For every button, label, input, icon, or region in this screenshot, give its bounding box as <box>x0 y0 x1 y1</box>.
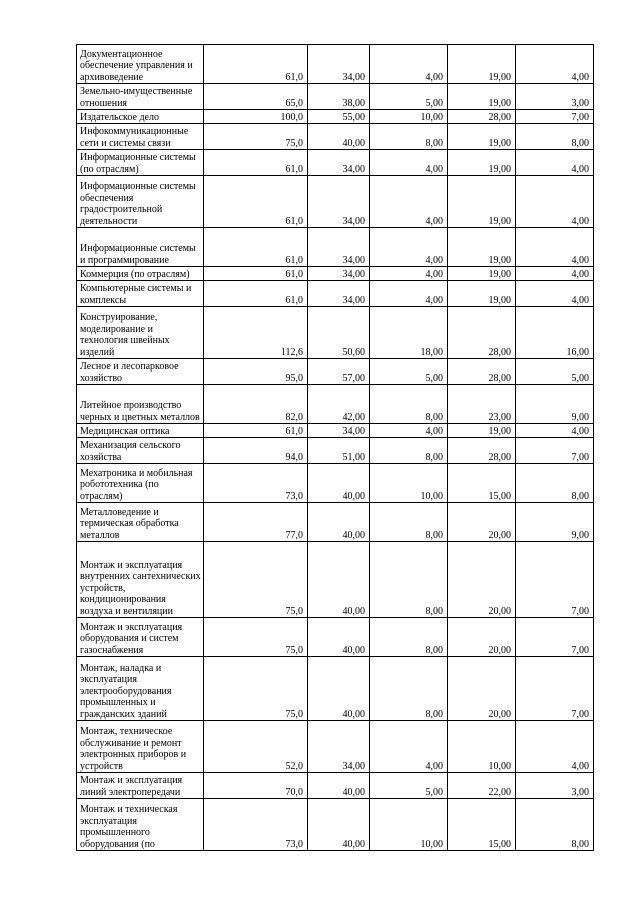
value-cell: 19,00 <box>448 176 516 228</box>
value-cell: 19,00 <box>448 84 516 110</box>
value-cell: 61,0 <box>204 424 308 438</box>
table-row <box>77 150 594 176</box>
value-cell: 42,00 <box>308 385 370 424</box>
value-cell: 5,00 <box>370 84 448 110</box>
value-cell: 4,00 <box>516 424 594 438</box>
value-cell: 75,0 <box>204 657 308 721</box>
value-cell: 75,0 <box>204 618 308 657</box>
value-cell: 28,00 <box>448 438 516 464</box>
value-cell: 19,00 <box>448 124 516 150</box>
value-cell: 4,00 <box>370 150 448 176</box>
value-cell: 50,60 <box>308 307 370 359</box>
value-cell: 61,0 <box>204 228 308 267</box>
value-cell: 7,00 <box>516 657 594 721</box>
specialty-name: Монтаж и эксплуатация оборудования и систем газоснабжения <box>77 618 204 657</box>
value-cell: 34,00 <box>308 721 370 773</box>
value-cell: 34,00 <box>308 176 370 228</box>
value-cell: 19,00 <box>448 45 516 84</box>
value-cell: 8,00 <box>516 124 594 150</box>
value-cell: 40,00 <box>308 503 370 542</box>
value-cell: 4,00 <box>516 267 594 281</box>
value-cell: 3,00 <box>516 84 594 110</box>
table-row <box>77 281 594 307</box>
table-row <box>77 176 594 228</box>
value-cell: 19,00 <box>448 150 516 176</box>
value-cell: 4,00 <box>370 721 448 773</box>
value-cell: 95,0 <box>204 359 308 385</box>
specialty-name: Издательское дело <box>77 110 204 124</box>
specialty-name: Монтаж, наладка и эксплуатация электрооборудования промышленных и гражданских зданий <box>77 657 204 721</box>
table-row <box>77 618 594 657</box>
specialty-name: Мехатроника и мобильная робототехника (по отраслям) <box>77 464 204 503</box>
value-cell: 40,00 <box>308 464 370 503</box>
value-cell: 40,00 <box>308 618 370 657</box>
value-cell: 10,00 <box>448 721 516 773</box>
value-cell: 4,00 <box>516 176 594 228</box>
value-cell: 40,00 <box>308 124 370 150</box>
value-cell: 8,00 <box>370 385 448 424</box>
value-cell: 15,00 <box>448 464 516 503</box>
value-cell: 61,0 <box>204 281 308 307</box>
value-cell: 57,00 <box>308 359 370 385</box>
specialty-name: Конструирование, моделирование и технология швейных изделий <box>77 307 204 359</box>
value-cell: 4,00 <box>370 267 448 281</box>
value-cell: 34,00 <box>308 281 370 307</box>
value-cell: 7,00 <box>516 542 594 618</box>
value-cell: 7,00 <box>516 438 594 464</box>
value-cell: 34,00 <box>308 267 370 281</box>
value-cell: 4,00 <box>370 424 448 438</box>
value-cell: 5,00 <box>370 359 448 385</box>
table-row <box>77 385 594 424</box>
value-cell: 61,0 <box>204 267 308 281</box>
value-cell: 8,00 <box>370 124 448 150</box>
table-row <box>77 657 594 721</box>
value-cell: 34,00 <box>308 150 370 176</box>
value-cell: 112,6 <box>204 307 308 359</box>
table-row <box>77 110 594 124</box>
tariff-table <box>76 44 594 851</box>
specialty-name: Инфокоммуникационные сети и системы связи <box>77 124 204 150</box>
value-cell: 19,00 <box>448 424 516 438</box>
value-cell: 5,00 <box>370 773 448 799</box>
value-cell: 75,0 <box>204 124 308 150</box>
value-cell: 20,00 <box>448 503 516 542</box>
table-row <box>77 124 594 150</box>
table-row <box>77 503 594 542</box>
table-row <box>77 799 594 851</box>
value-cell: 8,00 <box>370 542 448 618</box>
table-row <box>77 359 594 385</box>
specialty-name: Лесное и лесопарковое хозяйство <box>77 359 204 385</box>
value-cell: 20,00 <box>448 657 516 721</box>
value-cell: 34,00 <box>308 45 370 84</box>
value-cell: 4,00 <box>516 281 594 307</box>
specialty-name: Механизация сельского хозяйства <box>77 438 204 464</box>
specialty-name: Компьютерные системы и комплексы <box>77 281 204 307</box>
value-cell: 5,00 <box>516 359 594 385</box>
value-cell: 61,0 <box>204 176 308 228</box>
specialty-name: Коммерция (по отраслям) <box>77 267 204 281</box>
value-cell: 23,00 <box>448 385 516 424</box>
value-cell: 4,00 <box>516 721 594 773</box>
specialty-name: Информационные системы и программирование <box>77 228 204 267</box>
value-cell: 8,00 <box>370 438 448 464</box>
value-cell: 77,0 <box>204 503 308 542</box>
specialty-name: Металловедение и термическая обработка металлов <box>77 503 204 542</box>
value-cell: 15,00 <box>448 799 516 851</box>
value-cell: 4,00 <box>516 45 594 84</box>
value-cell: 3,00 <box>516 773 594 799</box>
specialty-name: Литейное производство черных и цветных металлов <box>77 385 204 424</box>
document-page <box>76 44 593 851</box>
value-cell: 4,00 <box>516 150 594 176</box>
value-cell: 16,00 <box>516 307 594 359</box>
table-body <box>77 45 594 851</box>
value-cell: 18,00 <box>370 307 448 359</box>
value-cell: 4,00 <box>370 45 448 84</box>
value-cell: 73,0 <box>204 464 308 503</box>
value-cell: 19,00 <box>448 228 516 267</box>
table-row <box>77 45 594 84</box>
value-cell: 8,00 <box>370 657 448 721</box>
value-cell: 40,00 <box>308 799 370 851</box>
value-cell: 4,00 <box>370 228 448 267</box>
value-cell: 28,00 <box>448 110 516 124</box>
value-cell: 7,00 <box>516 618 594 657</box>
specialty-name: Монтаж и эксплуатация внутренних сантехнических устройств, кондиционирования воздуха и вентиляции <box>77 542 204 618</box>
table-row <box>77 464 594 503</box>
value-cell: 65,0 <box>204 84 308 110</box>
value-cell: 40,00 <box>308 773 370 799</box>
value-cell: 100,0 <box>204 110 308 124</box>
specialty-name: Медицинская оптика <box>77 424 204 438</box>
value-cell: 51,00 <box>308 438 370 464</box>
value-cell: 10,00 <box>370 110 448 124</box>
value-cell: 70,0 <box>204 773 308 799</box>
value-cell: 94,0 <box>204 438 308 464</box>
value-cell: 19,00 <box>448 267 516 281</box>
value-cell: 8,00 <box>370 503 448 542</box>
table-row <box>77 721 594 773</box>
value-cell: 40,00 <box>308 542 370 618</box>
table-row <box>77 84 594 110</box>
value-cell: 9,00 <box>516 385 594 424</box>
value-cell: 4,00 <box>370 176 448 228</box>
value-cell: 61,0 <box>204 45 308 84</box>
value-cell: 34,00 <box>308 424 370 438</box>
value-cell: 8,00 <box>370 618 448 657</box>
value-cell: 4,00 <box>516 228 594 267</box>
specialty-name: Монтаж и эксплуатация линий электропередачи <box>77 773 204 799</box>
value-cell: 10,00 <box>370 464 448 503</box>
table-row <box>77 424 594 438</box>
value-cell: 40,00 <box>308 657 370 721</box>
table-row <box>77 267 594 281</box>
value-cell: 19,00 <box>448 281 516 307</box>
value-cell: 4,00 <box>370 281 448 307</box>
value-cell: 75,0 <box>204 542 308 618</box>
table-row <box>77 228 594 267</box>
specialty-name: Информационные системы обеспечения градостроительной деятельности <box>77 176 204 228</box>
value-cell: 8,00 <box>516 799 594 851</box>
value-cell: 55,00 <box>308 110 370 124</box>
specialty-name: Монтаж и техническая эксплуатация промышленного оборудования (по <box>77 799 204 851</box>
value-cell: 82,0 <box>204 385 308 424</box>
table-row <box>77 438 594 464</box>
table-row <box>77 773 594 799</box>
value-cell: 61,0 <box>204 150 308 176</box>
value-cell: 8,00 <box>516 464 594 503</box>
value-cell: 28,00 <box>448 307 516 359</box>
value-cell: 73,0 <box>204 799 308 851</box>
value-cell: 10,00 <box>370 799 448 851</box>
table-row <box>77 307 594 359</box>
specialty-name: Документационное обеспечение управления и архивоведение <box>77 45 204 84</box>
value-cell: 38,00 <box>308 84 370 110</box>
specialty-name: Монтаж, техническое обслуживание и ремонт электронных приборов и устройств <box>77 721 204 773</box>
value-cell: 7,00 <box>516 110 594 124</box>
value-cell: 28,00 <box>448 359 516 385</box>
specialty-name: Информационные системы (по отраслям) <box>77 150 204 176</box>
specialty-name: Земельно-имущественные отношения <box>77 84 204 110</box>
value-cell: 22,00 <box>448 773 516 799</box>
value-cell: 9,00 <box>516 503 594 542</box>
value-cell: 34,00 <box>308 228 370 267</box>
value-cell: 20,00 <box>448 542 516 618</box>
table-row <box>77 542 594 618</box>
value-cell: 52,0 <box>204 721 308 773</box>
value-cell: 20,00 <box>448 618 516 657</box>
